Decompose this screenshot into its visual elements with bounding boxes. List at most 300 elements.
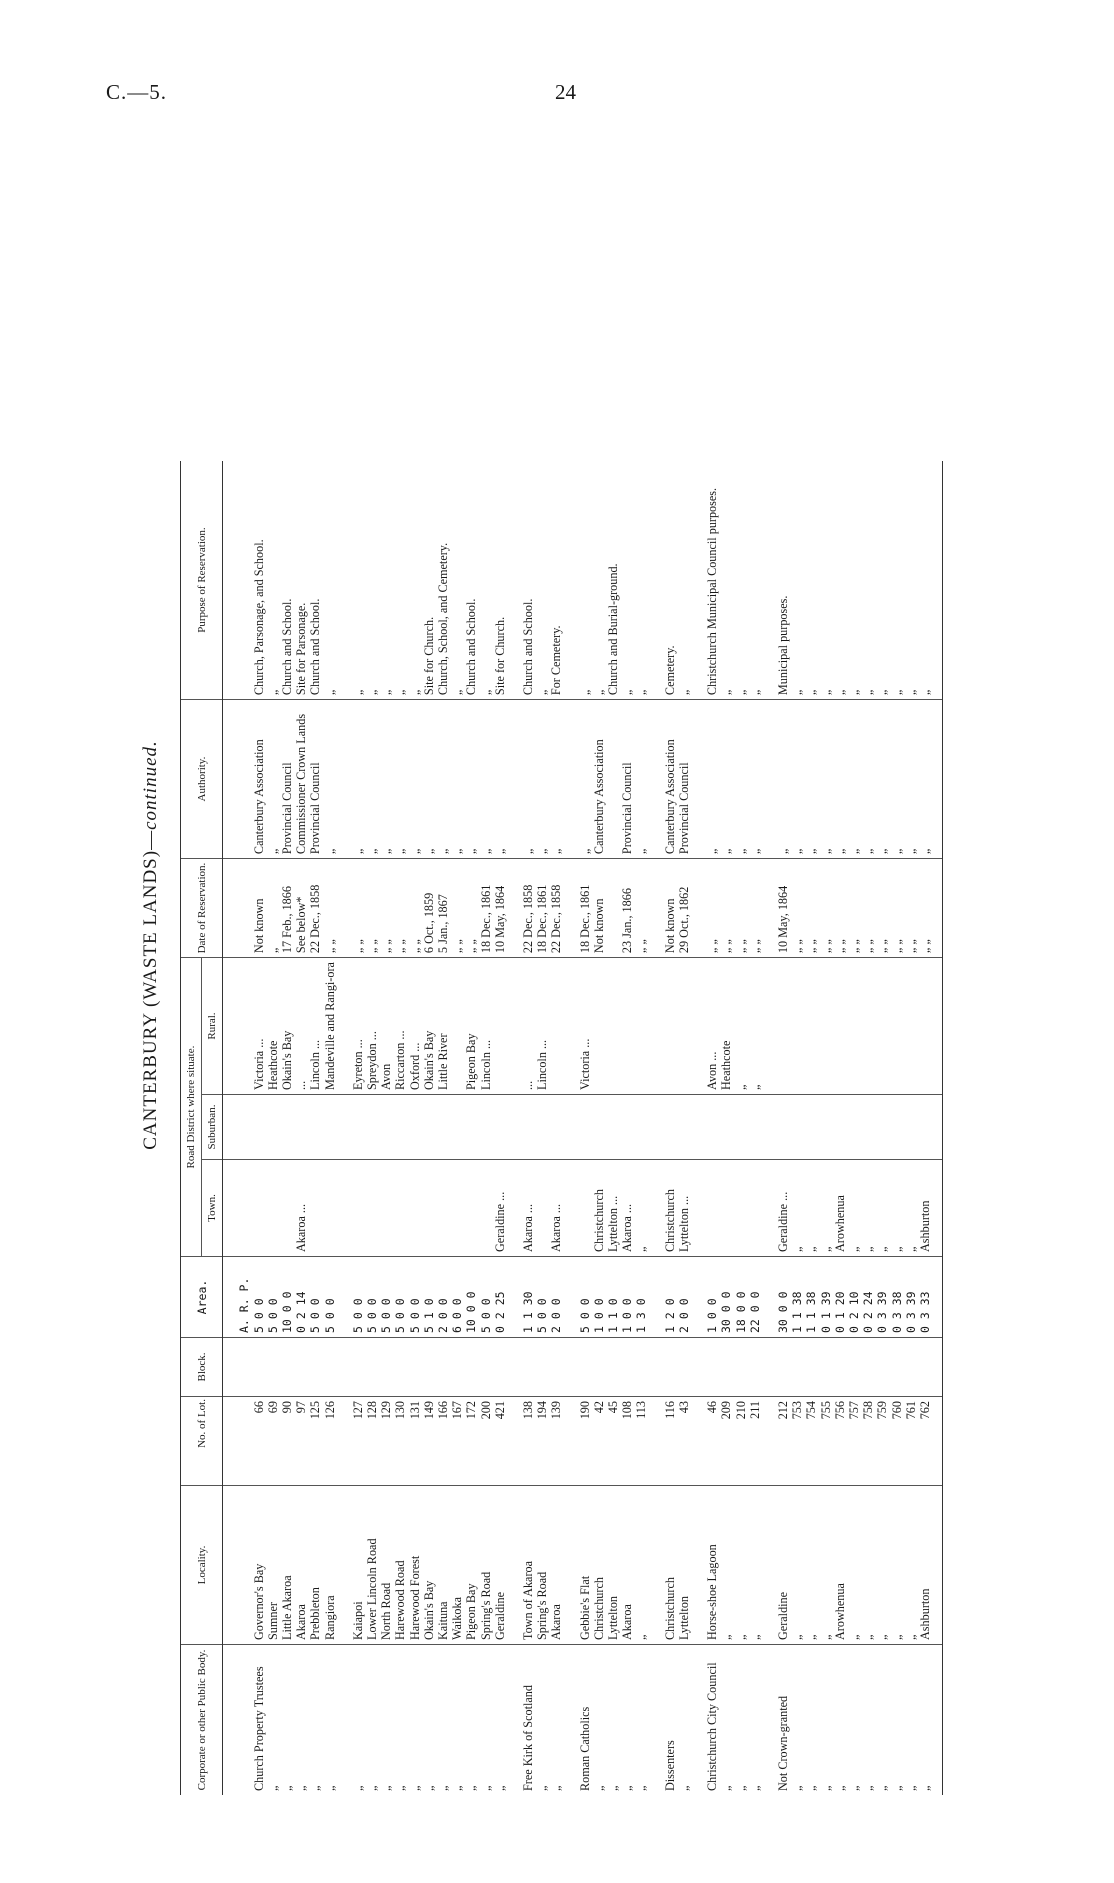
row-spacer	[762, 461, 776, 1795]
cell-suburban	[833, 1095, 847, 1160]
cell-town: „	[790, 1160, 804, 1257]
cell-authority: „	[464, 700, 478, 859]
rotated-table-region	[140, 95, 1040, 1795]
cell-block	[861, 1338, 875, 1397]
table-row	[549, 461, 563, 1795]
cell-area: 5 0 0	[365, 1257, 379, 1338]
cell-area: 5 0 0	[535, 1257, 549, 1338]
cell-body: „	[747, 1785, 762, 1791]
cell-lot: 753	[790, 1397, 804, 1486]
cell-body: Christchurch City Council	[705, 1662, 720, 1791]
cell-area: 5 0 0	[578, 1257, 592, 1338]
cell-authority: „	[705, 700, 719, 859]
cell-area: 5 0 0	[479, 1257, 493, 1338]
cell-authority: „	[323, 700, 337, 859]
cell-town: Akaroa ...	[521, 1160, 535, 1257]
cell-locality: Ashburton	[918, 1486, 932, 1645]
cell-locality: Christchurch	[592, 1486, 606, 1645]
cell-body: „	[421, 1785, 436, 1791]
cell-locality: Sumner	[266, 1486, 280, 1645]
cell-block	[252, 1338, 266, 1397]
cell-town	[535, 1160, 549, 1257]
cell-authority	[606, 700, 620, 859]
cell-lot: 211	[748, 1397, 762, 1486]
cell-suburban	[521, 1095, 535, 1160]
cell-authority: „	[861, 700, 875, 859]
cell-authority: „	[450, 700, 464, 859]
cell-purpose: „	[734, 461, 748, 700]
cell-purpose: „	[904, 461, 918, 700]
cell-town: Lyttelton ...	[606, 1160, 620, 1257]
table-row	[450, 461, 464, 1795]
reserves-table	[180, 461, 943, 1795]
table-row	[351, 461, 365, 1795]
cell-town	[323, 1160, 337, 1257]
cell-purpose: Church and School.	[521, 461, 535, 700]
cell-town: „	[634, 1160, 648, 1257]
cell-date: „ „	[847, 859, 861, 958]
cell-body: Church Property Trustees	[251, 1666, 266, 1791]
cell-block	[804, 1338, 818, 1397]
cell-rural: Lincoln ...	[479, 958, 493, 1095]
cell-authority: „	[351, 700, 365, 859]
cell-date: „ „	[890, 859, 904, 958]
cell-area: 0 3 38	[890, 1257, 904, 1338]
cell-body: „	[393, 1785, 408, 1791]
cell-rural: Lincoln ...	[535, 958, 549, 1095]
cell-locality: „	[819, 1486, 833, 1645]
cell-rural	[493, 958, 507, 1095]
cell-locality: „	[861, 1486, 875, 1645]
cell-lot: 46	[705, 1397, 719, 1486]
cell-rural	[776, 958, 790, 1095]
cell-lot: 166	[436, 1397, 450, 1486]
cell-suburban	[904, 1095, 918, 1160]
cell-block	[705, 1338, 719, 1397]
cell-lot: 45	[606, 1397, 620, 1486]
cell-body: „	[846, 1785, 861, 1791]
col-town-header: Town.	[202, 1160, 223, 1257]
cell-rural	[549, 958, 563, 1095]
cell-purpose: „	[393, 461, 407, 700]
cell-town	[719, 1160, 733, 1257]
cell-suburban	[464, 1095, 478, 1160]
cell-body: „	[350, 1785, 365, 1791]
col-locality-header: Locality.	[181, 1486, 223, 1645]
cell-town	[734, 1160, 748, 1257]
cell-block	[677, 1338, 691, 1397]
cell-locality: „	[890, 1486, 904, 1645]
cell-area: 10 0 0	[280, 1257, 294, 1338]
cell-block	[422, 1338, 436, 1397]
cell-rural: Lincoln ...	[308, 958, 322, 1095]
cell-block	[549, 1338, 563, 1397]
cell-block	[294, 1338, 308, 1397]
cell-suburban	[323, 1095, 337, 1160]
cell-block	[719, 1338, 733, 1397]
cell-body: „	[733, 1785, 748, 1791]
cell-area: 0 2 24	[861, 1257, 875, 1338]
cell-authority: „	[790, 700, 804, 859]
cell-date: 6 Oct., 1859	[422, 859, 436, 958]
cell-town: „	[904, 1160, 918, 1257]
cell-block	[479, 1338, 493, 1397]
cell-town: Akaroa ...	[549, 1160, 563, 1257]
cell-locality: Harewood Forest	[408, 1486, 422, 1645]
cell-lot: 131	[408, 1397, 422, 1486]
cell-lot: 761	[904, 1397, 918, 1486]
cell-block	[450, 1338, 464, 1397]
cell-town	[266, 1160, 280, 1257]
cell-locality: Spring's Road	[479, 1486, 493, 1645]
cell-date: „ „	[748, 859, 762, 958]
cell-lot: 759	[875, 1397, 889, 1486]
cell-authority: „	[408, 700, 422, 859]
table-row	[904, 461, 918, 1795]
col-lot-header: No. of Lot.	[181, 1397, 223, 1486]
cell-rural: Oxford ...	[408, 958, 422, 1095]
cell-lot: 167	[450, 1397, 464, 1486]
cell-authority: „	[833, 700, 847, 859]
cell-body: „	[294, 1785, 309, 1791]
cell-lot: 116	[663, 1397, 677, 1486]
cell-area: 1 0 0	[620, 1257, 634, 1338]
cell-date: Not known	[252, 859, 266, 958]
cell-date: 10 May, 1864	[493, 859, 507, 958]
cell-body: „	[606, 1785, 621, 1791]
cell-block	[734, 1338, 748, 1397]
cell-authority: Provincial Council	[308, 700, 322, 859]
cell-locality: Kaiapoi	[351, 1486, 365, 1645]
cell-locality: „	[734, 1486, 748, 1645]
cell-area: 5 1 0	[422, 1257, 436, 1338]
cell-rural	[890, 958, 904, 1095]
cell-body: „	[464, 1785, 479, 1791]
cell-suburban	[436, 1095, 450, 1160]
cell-lot: 66	[252, 1397, 266, 1486]
cell-rural	[620, 958, 634, 1095]
cell-authority: „	[634, 700, 648, 859]
cell-body: „	[549, 1785, 564, 1791]
cell-block	[323, 1338, 337, 1397]
cell-body: „	[450, 1785, 465, 1791]
cell-locality: „	[904, 1486, 918, 1645]
cell-locality: Akaroa	[549, 1486, 563, 1645]
cell-town	[379, 1160, 393, 1257]
cell-rural: Victoria ...	[252, 958, 266, 1095]
table-row	[436, 461, 450, 1795]
cell-rural: ...	[521, 958, 535, 1095]
cell-authority: Canterbury Association	[663, 700, 677, 859]
cell-authority: „	[578, 700, 592, 859]
cell-town	[479, 1160, 493, 1257]
cell-suburban	[790, 1095, 804, 1160]
cell-date: 18 Dec., 1861	[535, 859, 549, 958]
cell-body: „	[634, 1785, 649, 1791]
table-row	[408, 461, 422, 1795]
cell-authority: „	[847, 700, 861, 859]
table-row	[252, 461, 266, 1795]
cell-locality: Lyttelton	[677, 1486, 691, 1645]
cell-date: „ „	[365, 859, 379, 958]
cell-locality: Kaituna	[436, 1486, 450, 1645]
cell-date: 18 Dec., 1861	[479, 859, 493, 958]
cell-area: 0 3 33	[918, 1257, 932, 1338]
cell-block	[847, 1338, 861, 1397]
cell-rural: „	[748, 958, 762, 1095]
table-row	[280, 461, 294, 1795]
table-row	[833, 461, 847, 1795]
cell-area: 5 0 0	[351, 1257, 365, 1338]
cell-body: „	[478, 1785, 493, 1791]
cell-area: 5 0 0	[266, 1257, 280, 1338]
cell-town: „	[890, 1160, 904, 1257]
cell-suburban	[677, 1095, 691, 1160]
cell-area: 0 2 25	[493, 1257, 507, 1338]
cell-date: Not known	[592, 859, 606, 958]
cell-rural	[790, 958, 804, 1095]
cell-rural	[861, 958, 875, 1095]
cell-authority: „	[436, 700, 450, 859]
cell-area: 0 2 10	[847, 1257, 861, 1338]
cell-rural: Okain's Bay	[280, 958, 294, 1095]
cell-date: See below*	[294, 859, 308, 958]
table-row	[819, 461, 833, 1795]
cell-body: „	[535, 1785, 550, 1791]
cell-purpose: „	[847, 461, 861, 700]
table-row	[479, 461, 493, 1795]
cell-purpose: „	[365, 461, 379, 700]
cell-locality: Waikoka	[450, 1486, 464, 1645]
cell-area: 5 0 0	[252, 1257, 266, 1338]
cell-suburban	[918, 1095, 932, 1160]
cell-date: „ „	[804, 859, 818, 958]
cell-suburban	[578, 1095, 592, 1160]
cell-town: Arowhenua	[833, 1160, 847, 1257]
table-row	[521, 461, 535, 1795]
cell-lot: 69	[266, 1397, 280, 1486]
cell-rural	[918, 958, 932, 1095]
cell-body: Free Kirk of Scotland	[521, 1685, 536, 1791]
cell-area: 18 0 0	[734, 1257, 748, 1338]
cell-suburban	[479, 1095, 493, 1160]
cell-date: 23 Jan., 1866	[620, 859, 634, 958]
cell-locality: Harewood Road	[393, 1486, 407, 1645]
cell-locality: „	[847, 1486, 861, 1645]
table-row	[890, 461, 904, 1795]
cell-body: „	[620, 1785, 635, 1791]
cell-authority: „	[734, 700, 748, 859]
page-number: 24	[555, 80, 576, 104]
cell-date: 29 Oct., 1862	[677, 859, 691, 958]
cell-lot: 128	[365, 1397, 379, 1486]
cell-block	[790, 1338, 804, 1397]
cell-block	[748, 1338, 762, 1397]
cell-body: Roman Catholics	[577, 1706, 592, 1791]
cell-rural: Heathcote	[719, 958, 733, 1095]
cell-town: Geraldine ...	[776, 1160, 790, 1257]
cell-date: 5 Jan., 1867	[436, 859, 450, 958]
cell-area: 1 1 0	[606, 1257, 620, 1338]
cell-date: „ „	[875, 859, 889, 958]
col-suburban-header: Suburban.	[202, 1095, 223, 1160]
table-row	[776, 461, 790, 1795]
cell-authority: „	[819, 700, 833, 859]
cell-area: 5 0 0	[393, 1257, 407, 1338]
cell-lot: 212	[776, 1397, 790, 1486]
cell-purpose: „	[620, 461, 634, 700]
cell-authority: „	[422, 700, 436, 859]
cell-town	[436, 1160, 450, 1257]
cell-locality: Rangiora	[323, 1486, 337, 1645]
cell-locality: Okain's Bay	[422, 1486, 436, 1645]
cell-purpose: „	[323, 461, 337, 700]
cell-authority: „	[535, 700, 549, 859]
table-row	[861, 461, 875, 1795]
cell-suburban	[493, 1095, 507, 1160]
cell-locality: North Road	[379, 1486, 393, 1645]
cell-area: 2 0 0	[436, 1257, 450, 1338]
cell-locality: Arowhenua	[833, 1486, 847, 1645]
cell-area: 1 3 0	[634, 1257, 648, 1338]
table-row	[308, 461, 322, 1795]
cell-purpose: Site for Parsonage.	[294, 461, 308, 700]
cell-purpose: „	[719, 461, 733, 700]
cell-purpose: „	[890, 461, 904, 700]
cell-block	[663, 1338, 677, 1397]
cell-suburban	[847, 1095, 861, 1160]
cell-rural	[592, 958, 606, 1095]
cell-rural: „	[734, 958, 748, 1095]
table-row	[592, 461, 606, 1795]
col-purpose-header: Purpose of Reservation.	[181, 461, 223, 700]
cell-suburban	[890, 1095, 904, 1160]
cell-block	[365, 1338, 379, 1397]
cell-area: 1 0 0	[592, 1257, 606, 1338]
cell-lot: 139	[549, 1397, 563, 1486]
cell-suburban	[861, 1095, 875, 1160]
cell-locality: Town of Akaroa	[521, 1486, 535, 1645]
cell-town: Ashburton	[918, 1160, 932, 1257]
cell-locality: „	[875, 1486, 889, 1645]
cell-purpose: Site for Church.	[493, 461, 507, 700]
cell-rural: Spreydon ...	[365, 958, 379, 1095]
cell-lot: 754	[804, 1397, 818, 1486]
cell-purpose: „	[578, 461, 592, 700]
cell-suburban	[663, 1095, 677, 1160]
cell-rural	[847, 958, 861, 1095]
cell-suburban	[549, 1095, 563, 1160]
cell-area: 1 1 38	[804, 1257, 818, 1338]
table-row	[535, 461, 549, 1795]
cell-body: „	[889, 1785, 904, 1791]
cell-rural: Avon ...	[705, 958, 719, 1095]
cell-lot: 138	[521, 1397, 535, 1486]
cell-body: Not Crown-granted	[775, 1695, 790, 1791]
cell-suburban	[365, 1095, 379, 1160]
cell-authority: „	[776, 700, 790, 859]
cell-block	[308, 1338, 322, 1397]
cell-town	[464, 1160, 478, 1257]
cell-purpose: „	[408, 461, 422, 700]
cell-locality: Christchurch	[663, 1486, 677, 1645]
cell-locality: „	[748, 1486, 762, 1645]
cell-town	[308, 1160, 322, 1257]
cell-authority: Canterbury Association	[592, 700, 606, 859]
cell-rural: Pigeon Bay	[464, 958, 478, 1095]
cell-town: „	[861, 1160, 875, 1257]
cell-area: 0 1 20	[833, 1257, 847, 1338]
cell-date: 18 Dec., 1861	[578, 859, 592, 958]
cell-purpose: „	[351, 461, 365, 700]
cell-area: 30 0 0	[719, 1257, 733, 1338]
cell-purpose: Christchurch Municipal Council purposes.	[705, 461, 719, 700]
cell-rural	[875, 958, 889, 1095]
cell-suburban	[351, 1095, 365, 1160]
cell-rural: ...	[294, 958, 308, 1095]
cell-body: „	[790, 1785, 805, 1791]
cell-date: „ „	[861, 859, 875, 958]
cell-block	[280, 1338, 294, 1397]
cell-block	[776, 1338, 790, 1397]
cell-locality: Horse-shoe Lagoon	[705, 1486, 719, 1645]
cell-purpose: Church and Burial-ground.	[606, 461, 620, 700]
cell-town	[748, 1160, 762, 1257]
cell-rural	[677, 958, 691, 1095]
cell-authority: Provincial Council	[677, 700, 691, 859]
cell-body: „	[719, 1785, 734, 1791]
cell-purpose: Church, Parsonage, and School.	[252, 461, 266, 700]
cell-locality: Akaroa	[620, 1486, 634, 1645]
cell-purpose: „	[875, 461, 889, 700]
cell-block	[493, 1338, 507, 1397]
cell-body: „	[308, 1785, 323, 1791]
cell-purpose: Cemetery.	[663, 461, 677, 700]
cell-date: „ „	[408, 859, 422, 958]
cell-purpose: „	[592, 461, 606, 700]
cell-block	[890, 1338, 904, 1397]
cell-authority: „	[904, 700, 918, 859]
col-rural-header: Rural.	[202, 958, 223, 1095]
cell-block	[379, 1338, 393, 1397]
table-row	[578, 461, 592, 1795]
cell-date: „ „	[379, 859, 393, 958]
cell-date: „ „	[450, 859, 464, 958]
cell-date: 22 Dec., 1858	[308, 859, 322, 958]
cell-rural: Victoria ...	[578, 958, 592, 1095]
cell-date	[606, 859, 620, 958]
cell-area: 0 3 39	[904, 1257, 918, 1338]
cell-purpose: „	[379, 461, 393, 700]
cell-area: 5 0 0	[379, 1257, 393, 1338]
cell-date: „ „	[634, 859, 648, 958]
cell-authority: Canterbury Association	[252, 700, 266, 859]
cell-area: 2 0 0	[677, 1257, 691, 1338]
cell-block	[578, 1338, 592, 1397]
cell-authority: „	[890, 700, 904, 859]
cell-body: „	[676, 1785, 691, 1791]
col-road-district-header: Road District where situate.	[181, 958, 202, 1257]
cell-town	[422, 1160, 436, 1257]
cell-block	[620, 1338, 634, 1397]
cell-area: 0 3 39	[875, 1257, 889, 1338]
cell-block	[351, 1338, 365, 1397]
cell-rural: Mandeville and Rangi-ora	[323, 958, 337, 1095]
cell-locality: „	[719, 1486, 733, 1645]
cell-rural	[606, 958, 620, 1095]
table-row	[719, 461, 733, 1795]
cell-date: 17 Feb., 1866	[280, 859, 294, 958]
